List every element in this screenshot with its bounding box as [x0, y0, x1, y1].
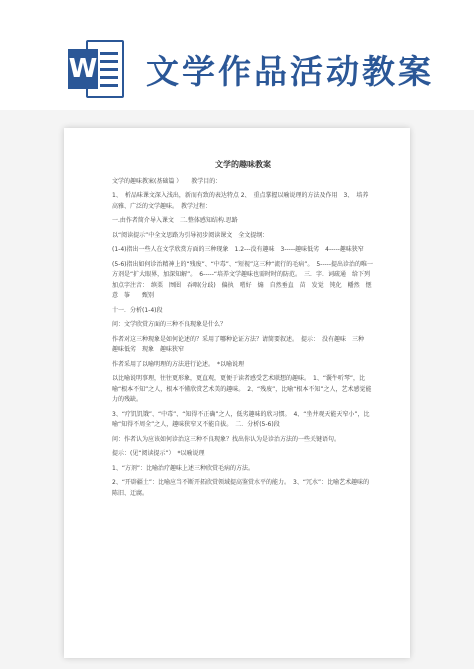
paragraph: (5-6)指出如何诊治精神上的“残废”、“中毒”、“短视”这三种“流行的毛病”。 5-----提出诊治的唯一方剂是“扩大眼界，加深知解”。 6-----“培养文学趣味也需时时的防范。 三．字．词疏通 给下列加点字注音： 缜栗 囫囵 吞咽(分歧) 偏执 嗜好 煽 自然垂直 苗 发觉 钝化 幡然 惬意 筝 甄别	[112, 260, 373, 299]
paragraph: 作者对这三种现象是如何论述的？采用了哪种论证方法？请简要叙述。 提示： 没有趣味 三种 趣味低劣 现象 趣味狭窄	[112, 335, 371, 353]
paragraph: 以“阅读提示”中全文思路为引导初步阅读课文 全文提纲：	[112, 231, 269, 239]
word-doc-icon	[68, 40, 128, 98]
paragraph: 问：作者认为应该如何诊治这三种不良现象？找出你认为是诊治方法的一些关键语句。	[112, 435, 341, 443]
paragraph: 提示：(见“阅读提示”） *以喻说理	[112, 450, 205, 457]
paragraph: 以比喻说明事理，往往更形象，更直观，更便于读者感受艺术联想的趣味。 1、“囊牛听琴”，比喻“根本不知”之人，根本不懂欣赏艺术美的趣味。 2、“残废”，比喻“根本不知”之人，艺术感觉能力的残缺。	[112, 375, 372, 403]
document-title: 文学的趣味教案	[215, 160, 271, 169]
document-body	[112, 160, 374, 503]
page-title: 文学作品活动教案	[146, 52, 434, 91]
paragraph: 一.由作者简介导入课文 二.整体感知结构.思路	[112, 217, 238, 224]
paragraph: 作者采用了以喻明理的方法进行论述。 *以喻说理	[112, 360, 245, 368]
paragraph: 3、“疗饥饥饿”、“中毒”、“知得不正确”之人，低劣趣味的欣习惯。 4、“坐井观天能天窄小”，比喻“知得不周全”之人，趣味狭窄又不能自拔。 二．分析(5-6)段	[112, 410, 370, 428]
paragraph: 1、“方剂”：比喻治疗趣味上述三种欣赏毛病的方法。	[112, 464, 255, 472]
paragraph: 问：文学欣赏方面的三种不良现象是什么？	[112, 321, 227, 328]
paragraph: 2、“开辟疆土”：比喻应当不断开拓欣赏领域提高鉴赏水平的能力。 3、“冗水”：比喻艺术趣味的陈旧、迂腐。	[112, 479, 370, 497]
word-logo-letter: W	[68, 49, 98, 89]
watermark	[100, 248, 112, 264]
banner-header	[0, 0, 474, 110]
paragraph: (1-4)指出一些人在文学欣赏方面的三种现象 1.2---没有趣味 3-----趣味低劣 4-----趣味狭窄	[112, 246, 364, 253]
paragraph: 文学的趣味教案(基础篇 ） 教学目的：	[112, 177, 222, 185]
document-page	[64, 128, 410, 658]
paragraph: 1、 析品味课文深入浅出，新而有致的表达特点 2、 重点掌握以喻说理的方法及作用 3、 培养高雅、广泛的文学趣味。 教学过程：	[112, 192, 369, 210]
paragraph: 十一．分析(1-4)段	[112, 306, 163, 314]
